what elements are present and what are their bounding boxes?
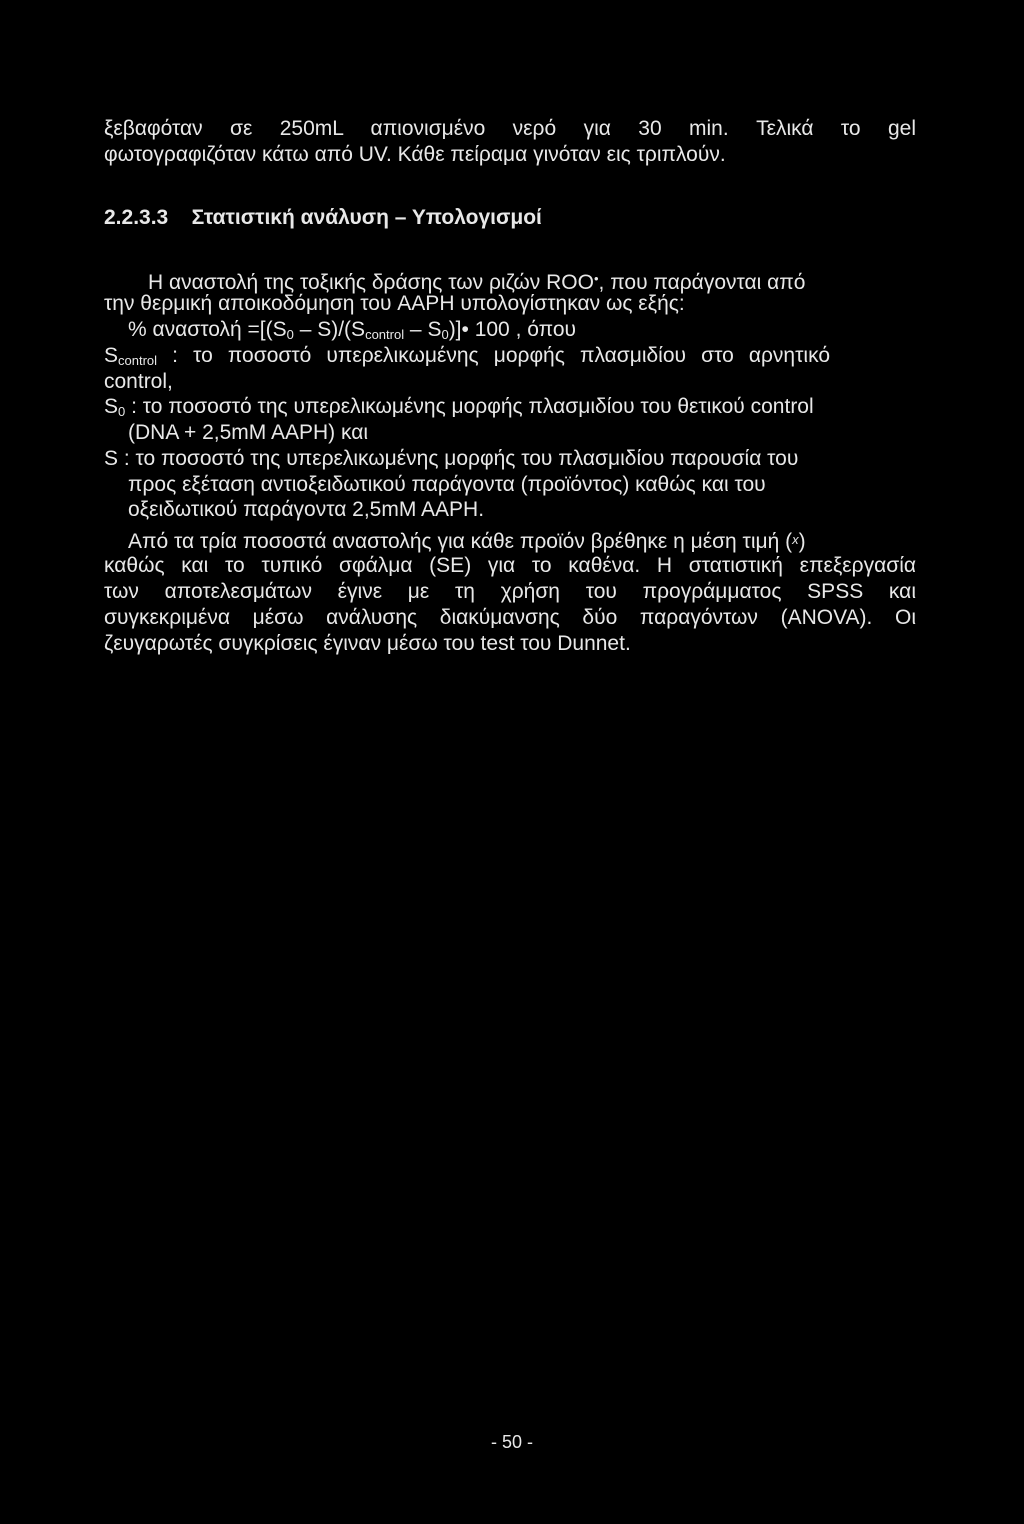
- def-s-cont-1: προς εξέταση αντιοξειδωτικού παράγοντα (προϊόντος) καθώς και του: [128, 473, 766, 496]
- para2-line-4: συγκεκριμένα μέσω ανάλυσης διακύμανσης δύο παραγόντων (ANOVA). Οι: [104, 606, 916, 629]
- intro-line-1: ξεβαφόταν σε 250mL απιονισμένο νερό για 30 min. Τελικά το gel: [104, 117, 916, 140]
- def-scontrol: $S_{control}$ : το ποσοστό υπερελικωμένης μορφής πλασμιδίου στο αρνητικό: [104, 344, 830, 368]
- def-scontrol-cont: control,: [104, 370, 173, 393]
- para2-line-1: Από τα τρία ποσοστά αναστολής για κάθε προϊόν βρέθηκε η μέση τιμή (x): [128, 530, 806, 553]
- para2-line-3: των αποτελεσμάτων έγινε με τη χρήση του προγράμματος SPSS και: [104, 580, 916, 603]
- def-s-cont-2: οξειδωτικού παράγοντα 2,5mM AAPH.: [128, 498, 485, 521]
- section-number: 2.2.3.3: [104, 206, 169, 229]
- def-s0: $S_0$ : το ποσοστό της υπερελικωμένης μορφής πλασμιδίου του θετικού control: [104, 395, 814, 419]
- intro-line-2: φωτογραφιζόταν κάτω από UV. Κάθε πείραμα γινόταν εις τριπλούν.: [104, 143, 726, 166]
- section-title: Στατιστική ανάλυση – Υπολογισμοί: [191, 206, 542, 229]
- para1-line-2: την θερμική αποικοδόμηση του AAPH υπολογίστηκαν ως εξής:: [104, 292, 685, 315]
- def-s0-cont: (DNA + 2,5mM AAPH) και: [128, 421, 369, 444]
- page-number: - 50 -: [490, 1432, 533, 1452]
- para2-line-5: ζευγαρωτές συγκρίσεις έγιναν μέσω του test του Dunnet.: [104, 632, 631, 655]
- formula-line: % $\alpha\nu\alpha\sigma\tau o\lambda ή =[(S_0 - S)/(S_{control}$ – $S_0)]•$ 100 , όπου: [128, 318, 576, 342]
- para1-line-1: Η αναστολή της τοξικής δράσης των ριζών ROO•, που παράγονται από: [148, 271, 806, 294]
- def-s: S : το ποσοστό της υπερελικωμένης μορφής του πλασμιδίου παρουσία του: [104, 447, 799, 470]
- para2-line-2: καθώς και το τυπικό σφάλμα (SE) για το καθένα. Η στατιστική επεξεργασία: [104, 554, 916, 577]
- section-heading: [104, 205, 542, 231]
